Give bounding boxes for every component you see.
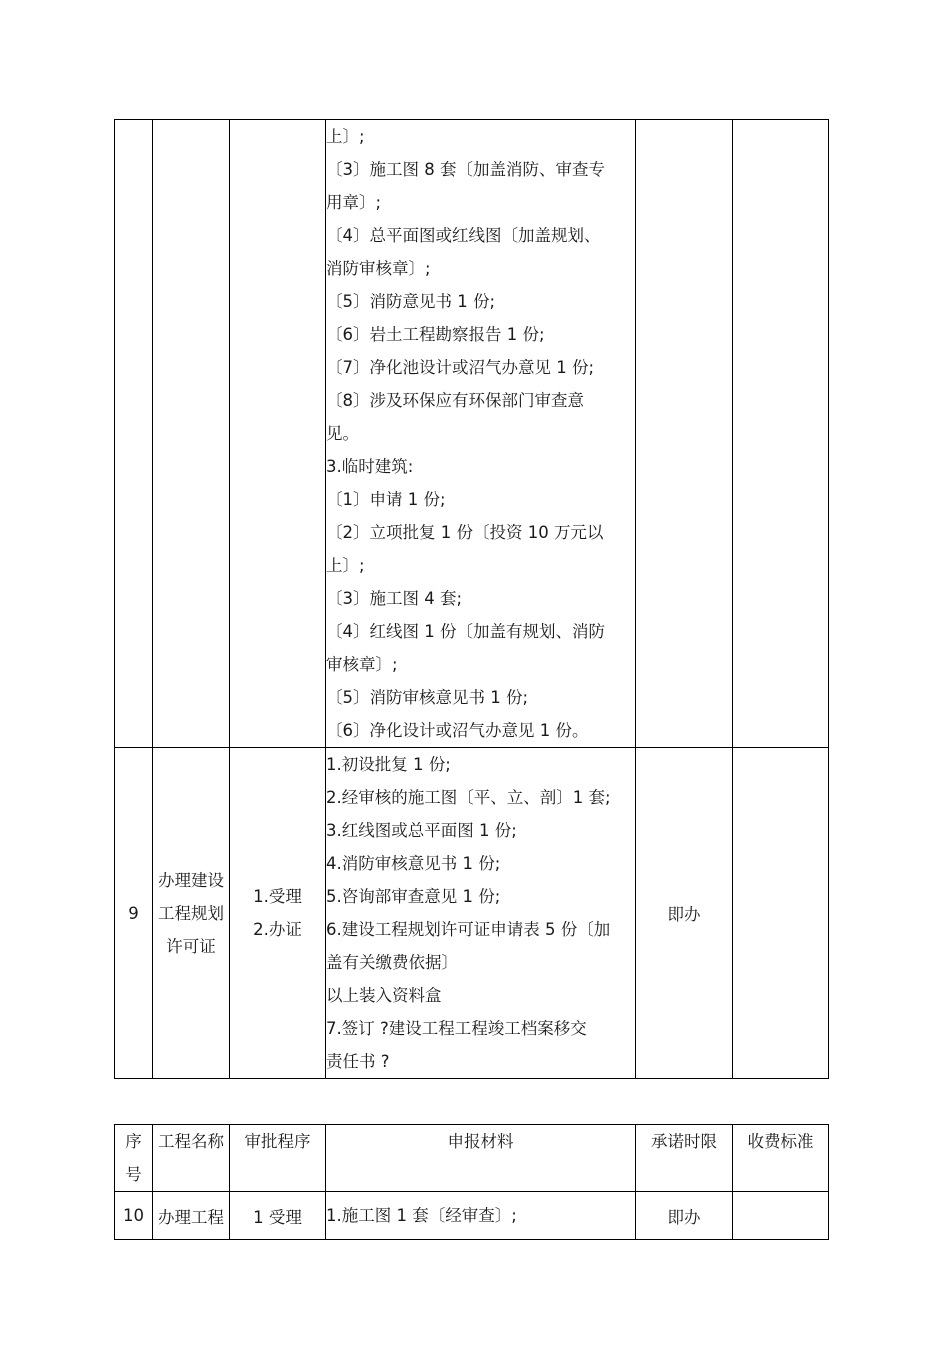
project-name-line: 工程规划 bbox=[158, 903, 224, 923]
time-limit-cell: 即办 bbox=[636, 1192, 733, 1240]
material-line: 〔6〕岩土工程勘察报告 1 份; bbox=[326, 325, 545, 344]
header-materials bbox=[326, 1125, 636, 1192]
material-line: 1.施工图 1 套〔经审查〕; bbox=[326, 1206, 517, 1225]
project-name-cell bbox=[153, 120, 230, 748]
header-procedure-label: 审批程序 bbox=[244, 1132, 311, 1151]
header-number-line: 号 bbox=[125, 1165, 142, 1184]
header-time-limit-label: 承诺时限 bbox=[651, 1132, 717, 1151]
project-name-cell bbox=[153, 748, 230, 1079]
material-line: 5.咨询部审查意见 1 份; bbox=[326, 887, 501, 906]
fee-cell bbox=[733, 1192, 829, 1240]
material-line: 消防审核章〕; bbox=[326, 259, 431, 278]
material-line: 1.初设批复 1 份; bbox=[326, 755, 451, 774]
approval-table-main bbox=[114, 119, 829, 1079]
material-line: 〔4〕红线图 1 份〔加盖有规划、消防 bbox=[326, 622, 605, 641]
table-row bbox=[115, 1192, 829, 1240]
procedure-line: 2.办证 bbox=[253, 920, 302, 939]
material-line: 盖有关缴费依据〕 bbox=[326, 953, 458, 972]
header-project-name bbox=[153, 1125, 230, 1192]
project-name-line: 办理建设 bbox=[158, 870, 224, 890]
material-line: 〔1〕申请 1 份; bbox=[326, 490, 446, 509]
number-cell: 10 bbox=[115, 1192, 153, 1240]
number-cell: 9 bbox=[115, 748, 153, 1079]
table-row bbox=[115, 748, 829, 1079]
material-line: 审核章〕; bbox=[326, 655, 398, 674]
time-limit-cell: 即办 bbox=[636, 748, 733, 1079]
header-materials-label: 申报材料 bbox=[447, 1132, 514, 1151]
header-procedure bbox=[230, 1125, 326, 1192]
material-line: 4.消防审核意见书 1 份; bbox=[326, 854, 501, 873]
material-line: 6.建设工程规划许可证申请表 5 份〔加 bbox=[326, 920, 611, 939]
number-cell bbox=[115, 120, 153, 748]
procedure-line: 1.受理 bbox=[253, 887, 302, 906]
material-line: 上〕; bbox=[326, 556, 365, 575]
procedure-cell bbox=[230, 120, 326, 748]
material-line: 〔2〕立项批复 1 份〔投资 10 万元以 bbox=[326, 523, 604, 542]
material-line: 〔3〕施工图 8 套〔加盖消防、审查专 bbox=[326, 160, 605, 179]
materials-cell bbox=[326, 1192, 636, 1240]
table-header-row bbox=[115, 1125, 829, 1192]
fee-cell bbox=[733, 120, 829, 748]
material-line: 3.临时建筑: bbox=[326, 457, 414, 476]
project-name-line: 许可证 bbox=[166, 936, 216, 956]
header-number-line: 序 bbox=[125, 1132, 142, 1151]
materials-cell bbox=[326, 120, 636, 748]
material-line: 〔4〕总平面图或红线图〔加盖规划、 bbox=[326, 226, 601, 245]
procedure-cell bbox=[230, 748, 326, 1079]
material-line: 〔7〕净化池设计或沼气办意见 1 份; bbox=[326, 358, 595, 377]
material-line: 见。 bbox=[326, 424, 359, 443]
material-line: 〔5〕消防意见书 1 份; bbox=[326, 292, 496, 311]
table-row bbox=[115, 120, 829, 748]
material-line: 7.签订 ?建设工程工程竣工档案移交 bbox=[326, 1019, 587, 1038]
header-project-name-label: 工程名称 bbox=[158, 1132, 224, 1151]
approval-table-second bbox=[114, 1124, 829, 1240]
project-name-cell: 办理工程 bbox=[153, 1192, 230, 1240]
material-line: 〔5〕消防审核意见书 1 份; bbox=[326, 688, 529, 707]
material-line: 〔3〕施工图 4 套; bbox=[326, 589, 463, 608]
header-number bbox=[115, 1125, 153, 1192]
header-fee bbox=[733, 1125, 829, 1192]
material-line: 责任书 ? bbox=[326, 1052, 390, 1071]
materials-cell bbox=[326, 748, 636, 1079]
header-time-limit bbox=[636, 1125, 733, 1192]
procedure-cell: 1 受理 bbox=[230, 1192, 326, 1240]
material-line: 用章〕; bbox=[326, 193, 382, 212]
material-line: 〔8〕涉及环保应有环保部门审查意 bbox=[326, 391, 584, 410]
header-fee-label: 收费标准 bbox=[747, 1132, 814, 1151]
fee-cell bbox=[733, 748, 829, 1079]
material-line: 2.经审核的施工图〔平、立、剖〕1 套; bbox=[326, 788, 611, 807]
material-line: 〔6〕净化设计或沼气办意见 1 份。 bbox=[326, 721, 589, 740]
material-line: 上〕; bbox=[326, 127, 365, 146]
material-line: 3.红线图或总平面图 1 份; bbox=[326, 821, 517, 840]
time-limit-cell bbox=[636, 120, 733, 748]
material-line: 以上装入资料盒 bbox=[326, 986, 442, 1005]
